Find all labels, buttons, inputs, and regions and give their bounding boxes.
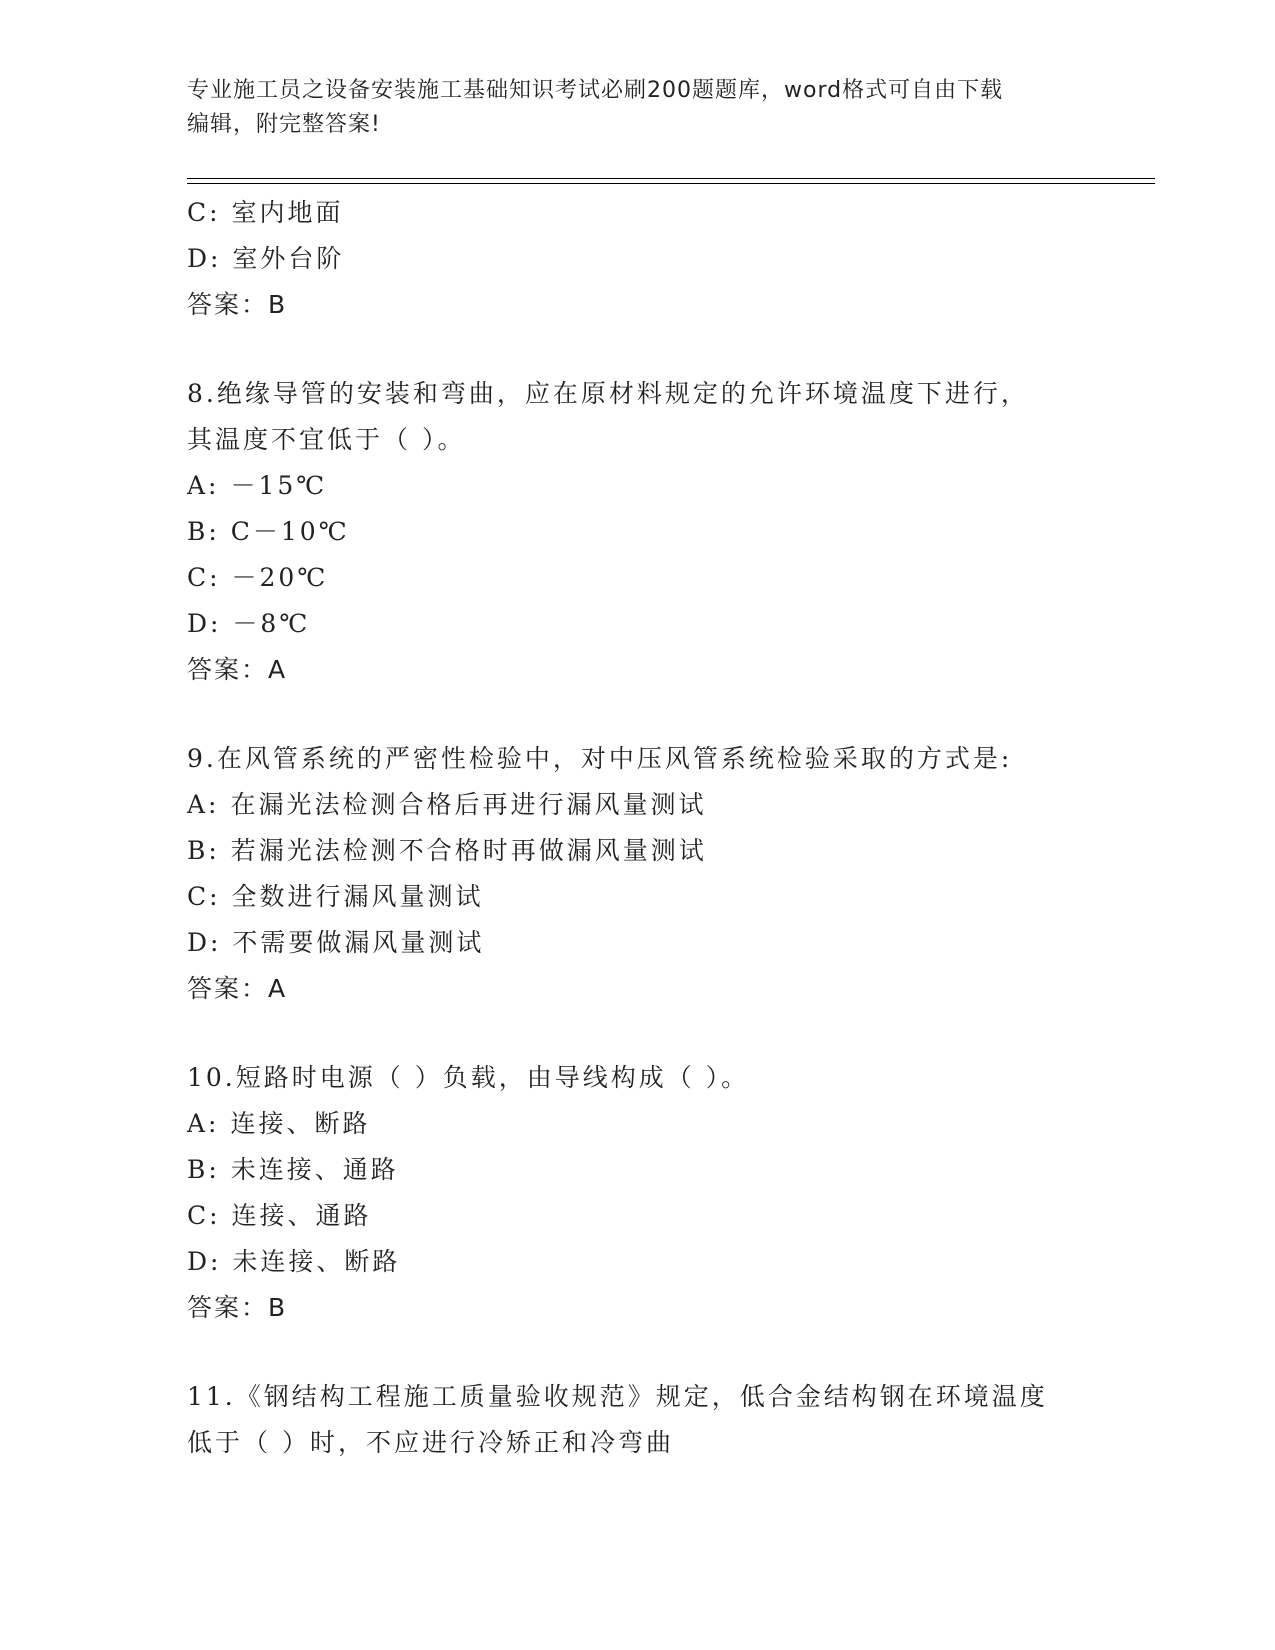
header-line-1: 专业施工员之设备安装施工基础知识考试必刷200题题库，word格式可自由下载: [187, 78, 1004, 103]
option-label: A:: [187, 790, 220, 819]
question-text: 11.《钢结构工程施工质量验收规范》规定，低合金结构钢在环境温度: [187, 1382, 1048, 1411]
header-rule-bottom: [187, 183, 1155, 184]
option-text: 若漏光法检测不合格时再做漏风量测试: [230, 836, 707, 865]
answer: 答案：A: [187, 655, 288, 684]
option-a: [187, 782, 1155, 828]
question-text-cont: 低于（ ）时，不应进行冷矫正和冷弯曲: [187, 1428, 674, 1457]
option-text: 全数进行漏风量测试: [231, 882, 484, 911]
question-8: [187, 371, 1155, 693]
option-text: 在漏光法检测合格后再进行漏风量测试: [230, 790, 707, 819]
option-d: [187, 601, 1155, 647]
option-text: －20℃: [231, 563, 329, 592]
answer: 答案：A: [187, 974, 288, 1003]
option-a: [187, 1101, 1155, 1147]
question-10: [187, 1055, 1155, 1331]
option-a: [187, 463, 1155, 509]
answer: 答案：B: [187, 1293, 288, 1322]
option-label: B:: [187, 836, 220, 865]
option-label: D:: [187, 609, 222, 638]
question-9: [187, 736, 1155, 1012]
option-label: D:: [187, 1247, 222, 1276]
option-c: [187, 190, 1155, 236]
option-label: A:: [187, 471, 220, 500]
option-d: [187, 236, 1155, 282]
option-b: [187, 828, 1155, 874]
option-text: C－10℃: [230, 517, 350, 546]
option-label: D:: [187, 244, 222, 273]
question-7-tail: [187, 190, 1155, 328]
answer: 答案：B: [187, 290, 288, 319]
option-b: [187, 509, 1155, 555]
header-rule-top: [187, 178, 1155, 179]
option-label: B:: [187, 1155, 220, 1184]
option-text: 未连接、断路: [232, 1247, 401, 1276]
option-text: 不需要做漏风量测试: [232, 928, 485, 957]
option-text: 连接、通路: [231, 1201, 372, 1230]
document-header: [187, 74, 1087, 142]
option-text: －8℃: [232, 609, 311, 638]
option-text: －15℃: [230, 471, 328, 500]
option-label: A:: [187, 1109, 220, 1138]
option-label: C:: [187, 198, 221, 227]
option-label: C:: [187, 563, 221, 592]
header-line-2: 编辑，附完整答案!: [187, 112, 381, 137]
option-text: 室内地面: [231, 198, 344, 227]
option-label: D:: [187, 928, 222, 957]
option-text: 连接、断路: [230, 1109, 371, 1138]
question-text: 10.短路时电源（ ）负载，由导线构成（ ）。: [187, 1063, 750, 1092]
option-label: C:: [187, 882, 221, 911]
option-label: B:: [187, 517, 220, 546]
option-label: C:: [187, 1201, 221, 1230]
question-list: [187, 190, 1155, 1466]
option-text: 未连接、通路: [230, 1155, 399, 1184]
question-text-cont: 其温度不宜低于（ ）。: [187, 425, 466, 454]
option-c: [187, 555, 1155, 601]
question-text: 8.绝缘导管的安装和弯曲，应在原材料规定的允许环境温度下进行，: [187, 379, 1029, 408]
question-text: 9.在风管系统的严密性检验中，对中压风管系统检验采取的方式是:: [187, 744, 1013, 773]
option-text: 室外台阶: [232, 244, 345, 273]
option-d: [187, 1239, 1155, 1285]
option-c: [187, 1193, 1155, 1239]
option-c: [187, 874, 1155, 920]
option-b: [187, 1147, 1155, 1193]
option-d: [187, 920, 1155, 966]
question-11: [187, 1374, 1155, 1466]
